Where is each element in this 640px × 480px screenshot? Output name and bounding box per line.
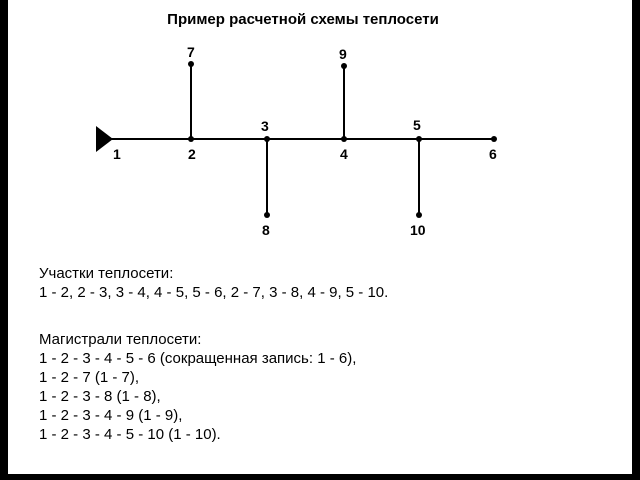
mains-heading: Магистрали теплосети: (39, 331, 202, 348)
segments-section (39, 264, 388, 302)
segments-list: 1 - 2, 2 - 3, 3 - 4, 4 - 5, 5 - 6, 2 - 7, 3 - 8, 4 - 9, 5 - 10. (39, 284, 389, 301)
node-label-5: 5 (413, 117, 421, 133)
node-6 (491, 136, 497, 142)
source-layer (96, 126, 113, 152)
edges-layer (103, 64, 494, 215)
node-7 (188, 61, 194, 67)
main-line-2: 1 - 2 - 7 (1 - 7), (39, 369, 140, 386)
mains-section (39, 330, 356, 444)
node-8 (264, 212, 270, 218)
node-2 (188, 136, 194, 142)
node-9 (341, 63, 347, 69)
segments-heading: Участки теплосети: (39, 265, 174, 282)
node-label-3: 3 (261, 118, 269, 134)
node-label-4: 4 (340, 146, 348, 162)
node-label-6: 6 (489, 146, 497, 162)
node-label-1: 1 (113, 146, 121, 162)
triangle-arrow-icon (96, 126, 113, 152)
main-line-4: 1 - 2 - 3 - 4 - 9 (1 - 9), (39, 407, 183, 424)
node-3 (264, 136, 270, 142)
heat-network-diagram (8, 0, 632, 250)
node-4 (341, 136, 347, 142)
node-10 (416, 212, 422, 218)
main-line-3: 1 - 2 - 3 - 8 (1 - 8), (39, 388, 161, 405)
labels-layer (113, 44, 497, 238)
node-label-2: 2 (188, 146, 196, 162)
node-label-7: 7 (187, 44, 195, 60)
node-5 (416, 136, 422, 142)
node-label-8: 8 (262, 222, 270, 238)
node-label-10: 10 (410, 222, 426, 238)
main-line-5: 1 - 2 - 3 - 4 - 5 - 10 (1 - 10). (39, 426, 221, 443)
node-label-9: 9 (339, 46, 347, 62)
main-line-1: 1 - 2 - 3 - 4 - 5 - 6 (сокращенная запись: 1 - 6), (39, 350, 357, 367)
diagram-title: Пример расчетной схемы теплосети (167, 11, 439, 28)
sheet (8, 0, 632, 474)
